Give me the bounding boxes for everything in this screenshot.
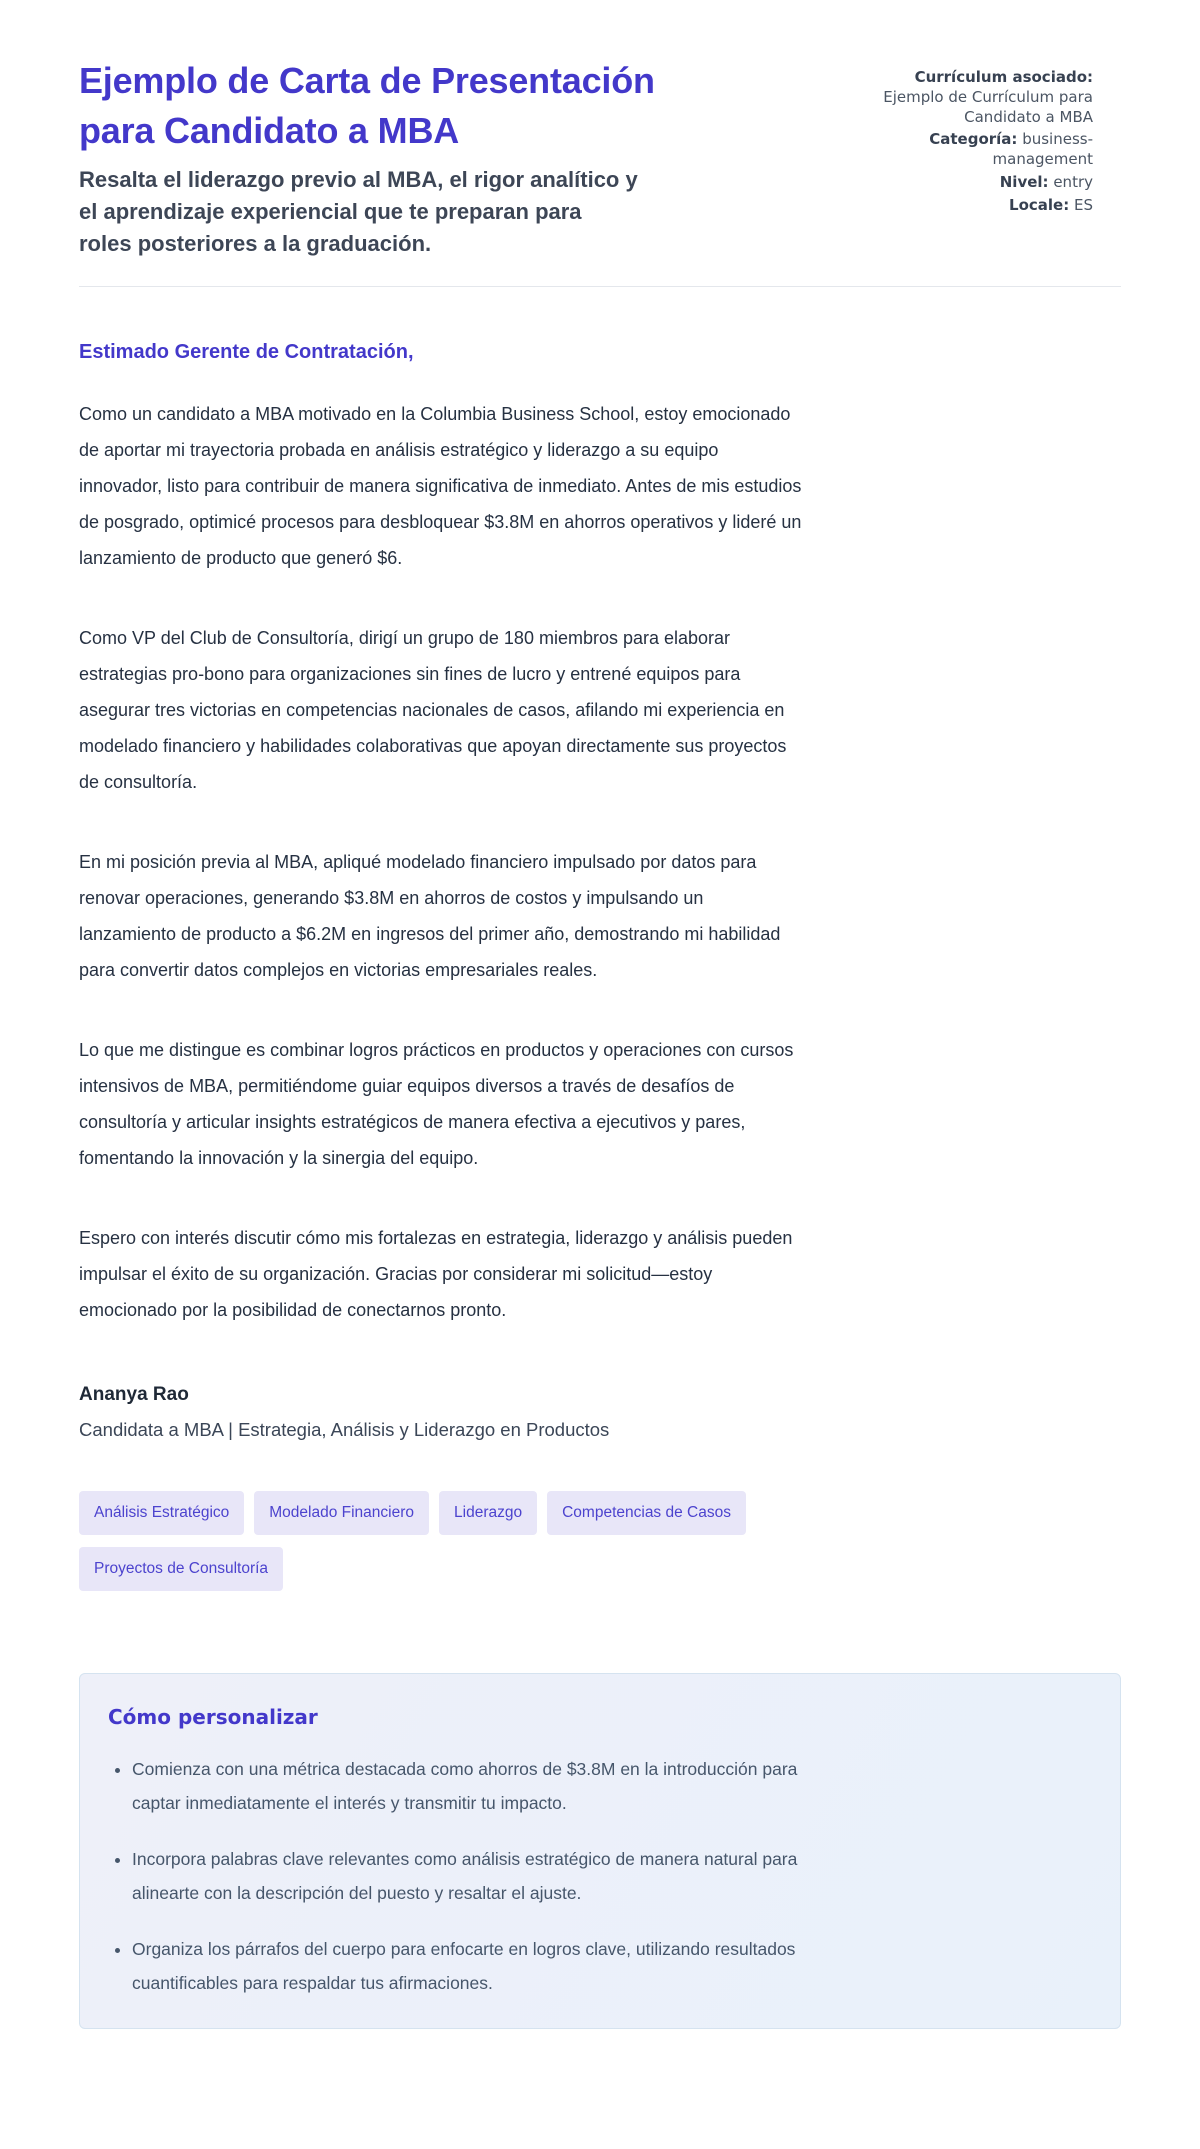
divider [79, 286, 1121, 287]
meta-level [881, 173, 1093, 193]
meta-locale [881, 196, 1093, 216]
tag-chip: Liderazgo [439, 1491, 537, 1535]
letter-paragraph: Espero con interés discutir cómo mis fortalezas en estrategia, liderazgo y análisis pueden impulsar el éxito de su organización. Gracias por considerar mi solicitud—estoy emocionado por la posibilidad de conectarnos pronto. [79, 1228, 793, 1320]
page-subtitle: Resalta el liderazgo previo al MBA, el rigor analítico y el aprendizaje experiencial que te preparan para roles posteriores a la graduación. [79, 167, 638, 256]
document-header [79, 56, 1121, 260]
letter-paragraph: Como VP del Club de Consultoría, dirigí un grupo de 180 miembros para elaborar estrategias pro-bono para organizaciones sin fines de lucro y entrené equipos para asegurar tres victorias en competencias nacionales de casos, afilando mi experiencia en modelado financiero y habilidades colaborativas que apoyan directamente sus proyectos de consultoría. [79, 628, 787, 792]
letter-paragraph: Como un candidato a MBA motivado en la Columbia Business School, estoy emocionado de aportar mi trayectoria probada en análisis estratégico y liderazgo a su equipo innovador, listo para contribuir de manera significativa de inmediato. Antes de mis estudios de posgrado, optimicé procesos para desbloquear $3.8M en ahorros operativos y lideré un lanzamiento de producto que generó $6. [79, 404, 802, 568]
tips-item: • Incorpora palabras clave relevantes como análisis estratégico de manera natural para alinearte con la descripción del puesto y resaltar el ajuste. [132, 1842, 832, 1910]
meta-associated-resume-label: Currículum asociado: [914, 68, 1093, 86]
customization-tips-box [79, 1673, 1121, 2029]
tips-item: • Comienza con una métrica destacada como ahorros de $3.8M en la introducción para captar inmediatamente el interés y transmitir tu impacto. [132, 1752, 832, 1820]
meta-associated-resume-value: Ejemplo de Currículum para Candidato a MBA [883, 87, 1093, 126]
title-block [79, 56, 659, 260]
tag-list [79, 1491, 779, 1591]
tag-chip: Modelado Financiero [254, 1491, 429, 1535]
letter-paragraph: Lo que me distingue es combinar logros prácticos en productos y operaciones con cursos intensivos de MBA, permitiéndome guiar equipos diversos a través de desafíos de consultoría y articular insights estratégicos de manera efectiva a ejecutivos y pares, fomentando la innovación y la sinergia del equipo. [79, 1040, 794, 1168]
tips-item: • Organiza los párrafos del cuerpo para enfocarte en logros clave, utilizando resultados cuantificables para respaldar tus afirmaciones. [132, 1932, 832, 2000]
meta-category-label: Categoría: [929, 130, 1018, 149]
tag-chip: Competencias de Casos [547, 1491, 746, 1535]
meta-locale-label: Locale: [1009, 195, 1070, 214]
meta-category-value: business-management [992, 130, 1093, 169]
meta-level-label: Nivel: [999, 172, 1049, 191]
page-title: Ejemplo de Carta de Presentación para Candidato a MBA [79, 60, 655, 151]
meta-associated-resume [881, 68, 1093, 127]
page [79, 0, 1121, 2093]
resume-meta [881, 56, 1093, 219]
meta-category [881, 130, 1093, 170]
signature-name: Ananya Rao [79, 1384, 189, 1405]
tips-heading: Cómo personalizar [108, 1705, 318, 1729]
meta-locale-value: ES [1074, 195, 1093, 214]
tag-chip: Proyectos de Consultoría [79, 1547, 283, 1591]
tips-list [108, 1752, 1092, 2000]
letter-greeting: Estimado Gerente de Contratación, [79, 341, 414, 363]
meta-level-value: entry [1053, 172, 1093, 191]
tag-chip: Análisis Estratégico [79, 1491, 244, 1535]
signature-role: Candidata a MBA | Estrategia, Análisis y Liderazgo en Productos [79, 1419, 610, 1440]
letter-paragraph: En mi posición previa al MBA, apliqué modelado financiero impulsado por datos para renovar operaciones, generando $3.8M en ahorros de costos y impulsando un lanzamiento de producto a $6.2M en ingresos del primer año, demostrando mi habilidad para convertir datos complejos en victorias empresariales reales. [79, 852, 781, 980]
letter-body [79, 341, 803, 1441]
